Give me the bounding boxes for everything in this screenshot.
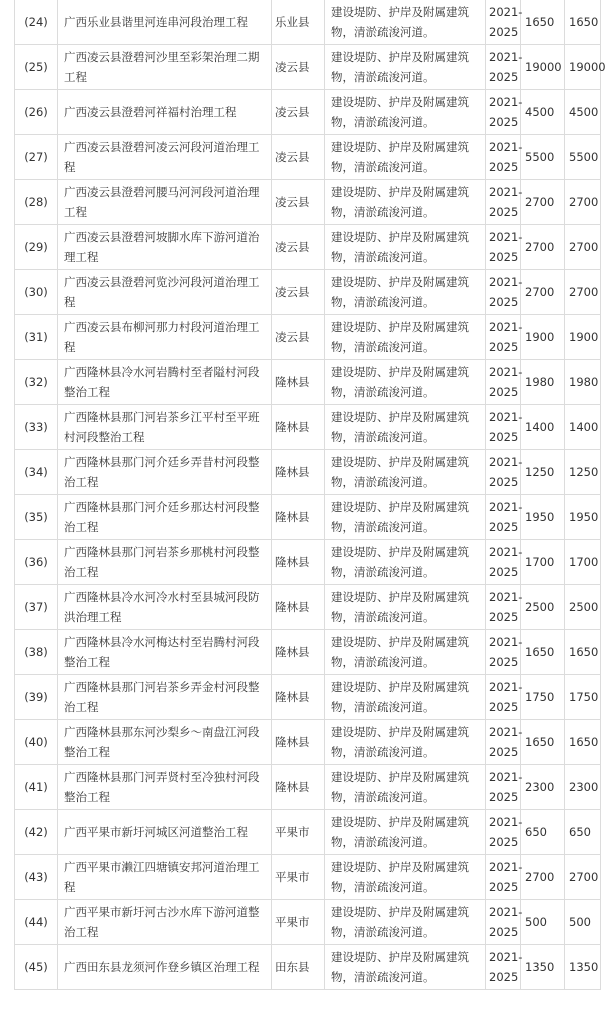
total-investment-cell: 1700: [521, 540, 565, 585]
project-name-cell: 广西凌云县澄碧河凌云河段河道治理工程: [58, 135, 272, 180]
total-investment-cell: 2700: [521, 855, 565, 900]
project-name-cell: 广西凌云县澄碧河览沙河段河道治理工程: [58, 270, 272, 315]
total-investment-cell: 2300: [521, 765, 565, 810]
project-name-cell: 广西隆林县冷水河冷水村至县城河段防洪治理工程: [58, 585, 272, 630]
planned-investment-cell: 1700: [565, 540, 601, 585]
construction-period-cell: 2021-2025: [486, 360, 521, 405]
county-name-cell: 凌云县: [272, 180, 325, 225]
construction-period-cell: 2021-2025: [486, 765, 521, 810]
row-number-cell: (28): [15, 180, 58, 225]
table-row: [15, 180, 601, 225]
county-name-cell: 乐业县: [272, 0, 325, 45]
county-name-cell: 凌云县: [272, 90, 325, 135]
construction-period-cell: 2021-2025: [486, 495, 521, 540]
construction-period-cell: 2021-2025: [486, 675, 521, 720]
table-row: [15, 135, 601, 180]
row-number-cell: (40): [15, 720, 58, 765]
county-name-cell: 凌云县: [272, 315, 325, 360]
project-name-cell: 广西隆林县那门河岩茶乡弄金村河段整治工程: [58, 675, 272, 720]
planned-investment-cell: 2700: [565, 855, 601, 900]
row-number-cell: (41): [15, 765, 58, 810]
county-name-cell: 隆林县: [272, 720, 325, 765]
project-name-cell: 广西隆林县那门河岩茶乡那桃村河段整治工程: [58, 540, 272, 585]
table-row: [15, 405, 601, 450]
row-number-cell: (42): [15, 810, 58, 855]
table-row: [15, 720, 601, 765]
total-investment-cell: 19000: [521, 45, 565, 90]
construction-period-cell: 2021-2025: [486, 855, 521, 900]
construction-period-cell: 2021-2025: [486, 900, 521, 945]
project-name-cell: 广西凌云县布柳河那力村段河道治理工程: [58, 315, 272, 360]
total-investment-cell: 1650: [521, 630, 565, 675]
row-number-cell: (27): [15, 135, 58, 180]
construction-content-cell: 建设堤防、护岸及附属建筑物，清淤疏浚河道。: [325, 945, 486, 990]
project-name-cell: 广西田东县龙须河作登乡镇区治理工程: [58, 945, 272, 990]
table-row: [15, 270, 601, 315]
county-name-cell: 隆林县: [272, 675, 325, 720]
planned-investment-cell: 2500: [565, 585, 601, 630]
planned-investment-cell: 1950: [565, 495, 601, 540]
construction-period-cell: 2021-2025: [486, 45, 521, 90]
row-number-cell: (35): [15, 495, 58, 540]
table-row: [15, 450, 601, 495]
project-name-cell: 广西隆林县冷水河梅达村至岩腾村河段整治工程: [58, 630, 272, 675]
planned-investment-cell: 650: [565, 810, 601, 855]
construction-content-cell: 建设堤防、护岸及附属建筑物，清淤疏浚河道。: [325, 495, 486, 540]
project-name-cell: 广西隆林县冷水河岩腾村至者隘村河段整治工程: [58, 360, 272, 405]
table-row: [15, 585, 601, 630]
county-name-cell: 凌云县: [272, 135, 325, 180]
construction-content-cell: 建设堤防、护岸及附属建筑物，清淤疏浚河道。: [325, 630, 486, 675]
total-investment-cell: 1900: [521, 315, 565, 360]
total-investment-cell: 1750: [521, 675, 565, 720]
table-row: [15, 630, 601, 675]
construction-content-cell: 建设堤防、护岸及附属建筑物，清淤疏浚河道。: [325, 315, 486, 360]
row-number-cell: (44): [15, 900, 58, 945]
construction-period-cell: 2021-2025: [486, 225, 521, 270]
total-investment-cell: 1950: [521, 495, 565, 540]
construction-content-cell: 建设堤防、护岸及附属建筑物，清淤疏浚河道。: [325, 720, 486, 765]
row-number-cell: (33): [15, 405, 58, 450]
table-row: [15, 45, 601, 90]
planned-investment-cell: 1900: [565, 315, 601, 360]
table-body: [15, 0, 606, 990]
planned-investment-cell: 1350: [565, 945, 601, 990]
row-number-cell: (29): [15, 225, 58, 270]
row-number-cell: (30): [15, 270, 58, 315]
total-investment-cell: 650: [521, 810, 565, 855]
planned-investment-cell: 1400: [565, 405, 601, 450]
construction-period-cell: 2021-2025: [486, 90, 521, 135]
county-name-cell: 隆林县: [272, 765, 325, 810]
table-row: [15, 855, 601, 900]
construction-content-cell: 建设堤防、护岸及附属建筑物，清淤疏浚河道。: [325, 270, 486, 315]
construction-period-cell: 2021-2025: [486, 450, 521, 495]
planned-investment-cell: 4500: [565, 90, 601, 135]
construction-period-cell: 2021-2025: [486, 405, 521, 450]
construction-period-cell: 2021-2025: [486, 135, 521, 180]
construction-content-cell: 建设堤防、护岸及附属建筑物，清淤疏浚河道。: [325, 540, 486, 585]
construction-content-cell: 建设堤防、护岸及附属建筑物，清淤疏浚河道。: [325, 450, 486, 495]
construction-period-cell: 2021-2025: [486, 270, 521, 315]
project-name-cell: 广西隆林县那门河介廷乡那达村河段整治工程: [58, 495, 272, 540]
project-name-cell: 广西凌云县澄碧河坡脚水库下游河道治理工程: [58, 225, 272, 270]
construction-content-cell: 建设堤防、护岸及附属建筑物，清淤疏浚河道。: [325, 675, 486, 720]
county-name-cell: 隆林县: [272, 405, 325, 450]
construction-content-cell: 建设堤防、护岸及附属建筑物，清淤疏浚河道。: [325, 0, 486, 45]
row-number-cell: (31): [15, 315, 58, 360]
project-name-cell: 广西平果市濑江四塘镇安邦河道治理工程: [58, 855, 272, 900]
row-number-cell: (45): [15, 945, 58, 990]
total-investment-cell: 5500: [521, 135, 565, 180]
project-table: [14, 0, 606, 990]
table-row: [15, 225, 601, 270]
planned-investment-cell: 2700: [565, 180, 601, 225]
project-name-cell: 广西隆林县那门河岩茶乡江平村至平班村河段整治工程: [58, 405, 272, 450]
row-number-cell: (39): [15, 675, 58, 720]
project-name-cell: 广西平果市新圩河古沙水库下游河道整治工程: [58, 900, 272, 945]
construction-period-cell: 2021-2025: [486, 540, 521, 585]
table-row: [15, 945, 601, 990]
construction-period-cell: 2021-2025: [486, 315, 521, 360]
table-row: [15, 495, 601, 540]
planned-investment-cell: 1650: [565, 630, 601, 675]
project-name-cell: 广西隆林县那门河介廷乡弄昔村河段整治工程: [58, 450, 272, 495]
row-number-cell: (37): [15, 585, 58, 630]
total-investment-cell: 1650: [521, 0, 565, 45]
table-row: [15, 900, 601, 945]
total-investment-cell: 2700: [521, 180, 565, 225]
county-name-cell: 凌云县: [272, 225, 325, 270]
construction-period-cell: 2021-2025: [486, 945, 521, 990]
county-name-cell: 隆林县: [272, 495, 325, 540]
total-investment-cell: 1650: [521, 720, 565, 765]
total-investment-cell: 1350: [521, 945, 565, 990]
project-name-cell: 广西隆林县那门河弄贤村至冷独村河段整治工程: [58, 765, 272, 810]
project-name-cell: 广西平果市新圩河城区河道整治工程: [58, 810, 272, 855]
table-row: [15, 810, 601, 855]
construction-content-cell: 建设堤防、护岸及附属建筑物，清淤疏浚河道。: [325, 855, 486, 900]
county-name-cell: 隆林县: [272, 540, 325, 585]
construction-content-cell: 建设堤防、护岸及附属建筑物，清淤疏浚河道。: [325, 180, 486, 225]
county-name-cell: 平果市: [272, 810, 325, 855]
row-number-cell: (32): [15, 360, 58, 405]
planned-investment-cell: 2700: [565, 270, 601, 315]
table-row: [15, 90, 601, 135]
total-investment-cell: 1400: [521, 405, 565, 450]
row-number-cell: (26): [15, 90, 58, 135]
planned-investment-cell: 1980: [565, 360, 601, 405]
construction-content-cell: 建设堤防、护岸及附属建筑物，清淤疏浚河道。: [325, 360, 486, 405]
construction-period-cell: 2021-2025: [486, 585, 521, 630]
row-number-cell: (36): [15, 540, 58, 585]
total-investment-cell: 2700: [521, 225, 565, 270]
construction-content-cell: 建设堤防、护岸及附属建筑物，清淤疏浚河道。: [325, 225, 486, 270]
planned-investment-cell: 1650: [565, 0, 601, 45]
row-number-cell: (43): [15, 855, 58, 900]
county-name-cell: 凌云县: [272, 270, 325, 315]
project-name-cell: 广西凌云县澄碧河沙里至彩架治理二期工程: [58, 45, 272, 90]
construction-content-cell: 建设堤防、护岸及附属建筑物，清淤疏浚河道。: [325, 585, 486, 630]
total-investment-cell: 2500: [521, 585, 565, 630]
county-name-cell: 隆林县: [272, 450, 325, 495]
construction-period-cell: 2021-2025: [486, 180, 521, 225]
total-investment-cell: 500: [521, 900, 565, 945]
row-number-cell: (34): [15, 450, 58, 495]
county-name-cell: 隆林县: [272, 585, 325, 630]
table-row: [15, 675, 601, 720]
planned-investment-cell: 500: [565, 900, 601, 945]
project-name-cell: 广西凌云县澄碧河腰马河河段河道治理工程: [58, 180, 272, 225]
planned-investment-cell: 1650: [565, 720, 601, 765]
table-row: [15, 0, 601, 45]
county-name-cell: 平果市: [272, 855, 325, 900]
construction-period-cell: 2021-2025: [486, 720, 521, 765]
project-name-cell: 广西凌云县澄碧河祥福村治理工程: [58, 90, 272, 135]
total-investment-cell: 1250: [521, 450, 565, 495]
table-row: [15, 360, 601, 405]
planned-investment-cell: 1750: [565, 675, 601, 720]
construction-content-cell: 建设堤防、护岸及附属建筑物，清淤疏浚河道。: [325, 765, 486, 810]
row-number-cell: (38): [15, 630, 58, 675]
row-number-cell: (24): [15, 0, 58, 45]
table-row: [15, 765, 601, 810]
construction-period-cell: 2021-2025: [486, 810, 521, 855]
project-name-cell: 广西隆林县那东河沙梨乡～南盘江河段整治工程: [58, 720, 272, 765]
planned-investment-cell: 19000: [565, 45, 601, 90]
row-number-cell: (25): [15, 45, 58, 90]
construction-content-cell: 建设堤防、护岸及附属建筑物，清淤疏浚河道。: [325, 900, 486, 945]
planned-investment-cell: 1250: [565, 450, 601, 495]
total-investment-cell: 2700: [521, 270, 565, 315]
county-name-cell: 田东县: [272, 945, 325, 990]
construction-content-cell: 建设堤防、护岸及附属建筑物，清淤疏浚河道。: [325, 810, 486, 855]
county-name-cell: 隆林县: [272, 630, 325, 675]
county-name-cell: 凌云县: [272, 45, 325, 90]
planned-investment-cell: 2700: [565, 225, 601, 270]
construction-content-cell: 建设堤防、护岸及附属建筑物，清淤疏浚河道。: [325, 90, 486, 135]
county-name-cell: 平果市: [272, 900, 325, 945]
planned-investment-cell: 5500: [565, 135, 601, 180]
table-row: [15, 540, 601, 585]
construction-content-cell: 建设堤防、护岸及附属建筑物，清淤疏浚河道。: [325, 135, 486, 180]
table-row: [15, 315, 601, 360]
construction-content-cell: 建设堤防、护岸及附属建筑物，清淤疏浚河道。: [325, 45, 486, 90]
planned-investment-cell: 2300: [565, 765, 601, 810]
project-name-cell: 广西乐业县谐里河连串河段治理工程: [58, 0, 272, 45]
construction-content-cell: 建设堤防、护岸及附属建筑物，清淤疏浚河道。: [325, 405, 486, 450]
construction-period-cell: 2021-2025: [486, 0, 521, 45]
construction-period-cell: 2021-2025: [486, 630, 521, 675]
county-name-cell: 隆林县: [272, 360, 325, 405]
total-investment-cell: 4500: [521, 90, 565, 135]
total-investment-cell: 1980: [521, 360, 565, 405]
